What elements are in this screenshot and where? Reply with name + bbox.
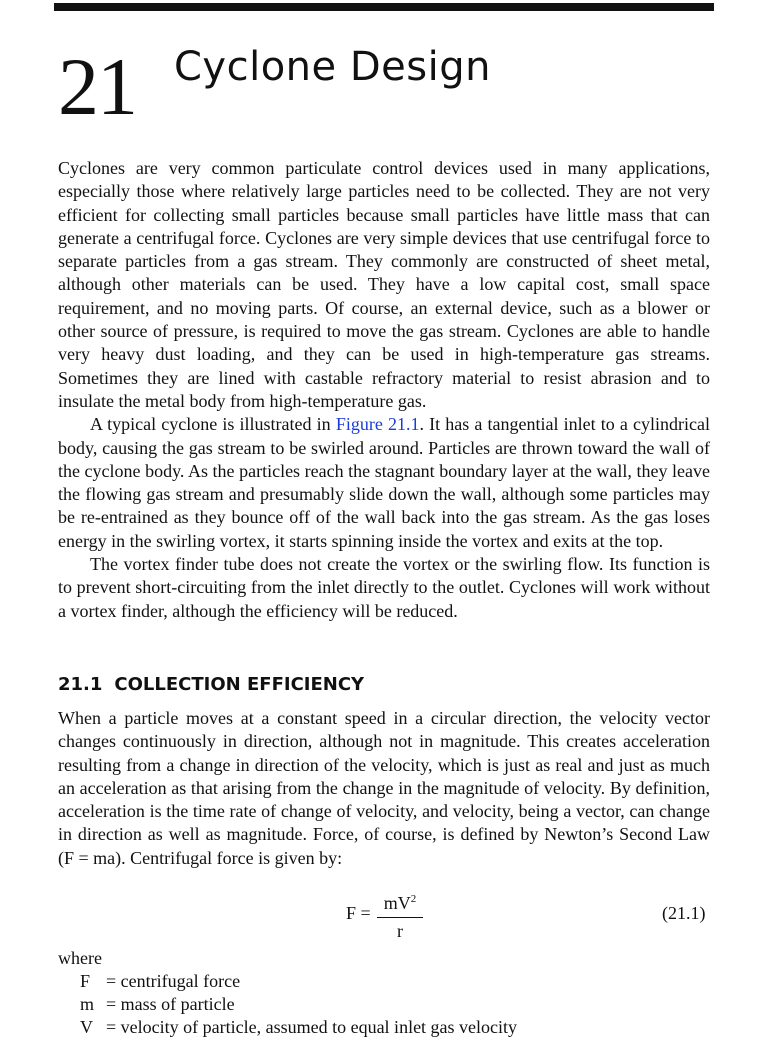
equation-numerator [377, 888, 423, 914]
chapter-number: 21 [58, 41, 136, 132]
paragraph-2-text-before: A typical cyclone is illustrated in [90, 414, 336, 435]
section-number: 21.1 [58, 674, 103, 695]
definition-row [80, 1016, 517, 1039]
section-paragraph-1: When a particle moves at a constant speed in a circular direction, the velocity vector changes continuously in direction, although not in magnitude. This creates acceleration resulting from a change in direction of the velocity, which is just as real and just as much an acceleration as that arising from the change in the magnitude of velocity. By definition, acceleration is the time rate of change of velocity, and velocity, being a vector, can change in direction as well as magnitude. Force, of course, is defined by Newton’s Second Law (F = ma). Centrifugal force is given by: [58, 708, 710, 868]
equation-denominator: r [397, 921, 403, 941]
section-text [58, 707, 710, 870]
definitions-list [80, 970, 517, 1039]
definition-text: = centrifugal force [106, 971, 241, 991]
fraction-bar [377, 917, 423, 918]
where-label: where [58, 948, 102, 968]
definition-symbol: V [80, 1017, 93, 1037]
numerator-text: mV [383, 893, 411, 913]
definition-symbol: m [80, 994, 95, 1014]
equation-21-1 [0, 888, 768, 944]
equation-fraction [377, 888, 423, 942]
chapter-title: Cyclone Design [174, 44, 491, 90]
intro-text [58, 157, 710, 623]
equation-label: (21.1) [662, 903, 706, 923]
figure-21-1-link[interactable]: Figure 21.1 [335, 414, 420, 435]
definition-text: = mass of particle [106, 994, 235, 1014]
definition-text: = velocity of particle, assumed to equal inlet gas velocity [106, 1017, 518, 1037]
definition-row [80, 970, 517, 993]
intro-paragraph-2 [58, 413, 710, 553]
top-rule [54, 3, 714, 11]
intro-paragraph-1: Cyclones are very common particulate control devices used in many applications, especially those where relatively large particles need to be collected. They are not very efficient for collecting small particles because small particles have little mass that can generate a centrifugal force. Cyclones are very simple devices that use centrifugal force to separate particles from a gas stream. They commonly are constructed of sheet metal, although other materials can be used. They have a low capital cost, small space requirement, and no moving parts. Of course, an external device, such as a blower or other source of pressure, is required to move the gas stream. Cyclones are able to handle very heavy dust loading, and they can be used in high-temperature gas streams. Sometimes they are lined with castable refractory material to resist abrasion and to insulate the metal body from high-temperature gas. [58, 158, 710, 411]
intro-paragraph-3: The vortex finder tube does not create the vortex or the swirling flow. Its function is to prevent short-circuiting from the inlet directly to the outlet. Cyclones will work without a vortex finder, although the efficiency will be reduced. [58, 554, 710, 621]
paragraph-2-text-after: . It has a tangential inlet to a cylindrical body, causing the gas stream to be swirled around. Particles are thrown toward the wall of the cyclone body. As the particles reach the stagnant boundary layer at the wall, they leave the flowing gas stream and presumably slide down the wall, although some particles may be re-entrained as they bounce off of the wall back into the gas stream. As the gas loses energy in the swirling vortex, it starts spinning inside the vortex and exits at the top. [58, 414, 710, 551]
section-heading [58, 673, 364, 697]
numerator-exponent: 2 [410, 893, 417, 905]
definition-row [80, 993, 517, 1016]
definition-symbol: F [80, 971, 91, 991]
section-title: COLLECTION EFFICIENCY [114, 674, 365, 695]
equation-lhs: F = [346, 903, 371, 923]
